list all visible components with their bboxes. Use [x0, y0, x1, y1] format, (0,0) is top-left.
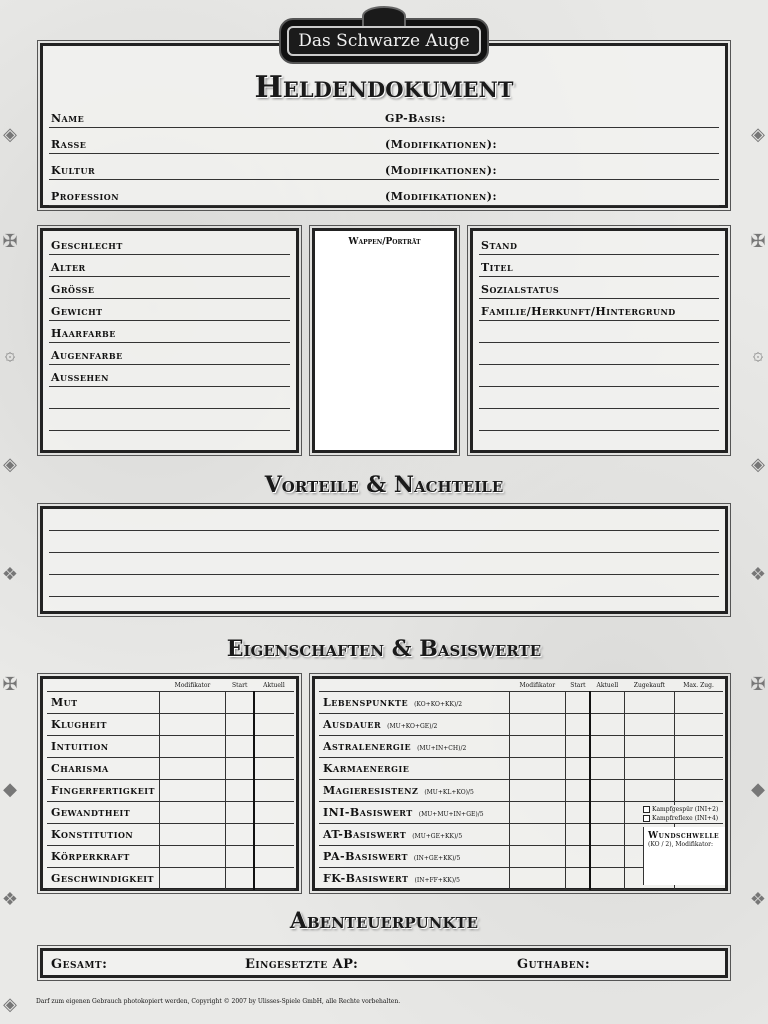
ornament-icon: ◆: [3, 779, 17, 800]
personal-right-row[interactable]: [479, 299, 719, 321]
combat-options: [643, 805, 725, 823]
ornament-icon: ◈: [751, 454, 765, 475]
base-mod-cell[interactable]: [509, 757, 566, 779]
personal-row[interactable]: [49, 387, 290, 409]
ap-total-label: Gesamt:: [51, 957, 108, 972]
personal-row[interactable]: [49, 233, 290, 255]
attribute-row: [47, 691, 294, 713]
base-max-cell[interactable]: [674, 779, 723, 801]
base-start-cell[interactable]: [566, 779, 590, 801]
traits-line[interactable]: [49, 575, 719, 597]
header-right-label: (Modifikationen):: [385, 164, 498, 177]
base-mod-cell[interactable]: [509, 735, 566, 757]
base-bought-cell[interactable]: [625, 779, 675, 801]
header-box: [40, 43, 728, 208]
attribute-current-cell[interactable]: [254, 823, 294, 845]
header-label: Profession: [51, 190, 120, 203]
attribute-start-cell[interactable]: [225, 713, 253, 735]
base-col-header: Max. Zug.: [674, 681, 723, 691]
header-row[interactable]: [49, 106, 719, 128]
header-right-label: GP-Basis:: [385, 112, 446, 125]
base-value-formula: (MU+MU+IN+GE)/5: [418, 810, 484, 818]
ornament-icon: ◈: [751, 124, 765, 145]
header-row[interactable]: [49, 184, 719, 206]
base-start-cell[interactable]: [566, 735, 590, 757]
base-value-formula: (IN+GE+KK)/5: [413, 854, 461, 862]
base-value-cell: [319, 691, 509, 713]
base-value-name: FK-Basiswert: [323, 871, 409, 885]
ornament-icon: ✠: [2, 674, 18, 695]
base-value-row: [319, 757, 723, 779]
option-label: Kampfreflexe (INI+4): [652, 815, 719, 822]
base-current-cell[interactable]: [590, 801, 624, 823]
base-value-formula: (MU+GE+KK)/5: [412, 832, 463, 840]
traits-line[interactable]: [49, 553, 719, 575]
personal-right-row[interactable]: [479, 277, 719, 299]
portrait-label: Wappen/Porträt: [348, 237, 421, 247]
base-start-cell[interactable]: [566, 801, 590, 823]
logo-plate: Das Schwarze Auge: [287, 26, 481, 56]
attribute-row: [47, 735, 294, 757]
attribute-name: Körperkraft: [47, 845, 160, 867]
base-mod-cell[interactable]: [509, 801, 566, 823]
base-head-blank: [319, 681, 509, 691]
page-title: Heldendokument: [254, 70, 514, 105]
base-value-name: Lebenspunkte: [323, 695, 409, 709]
personal-right-row[interactable]: [479, 387, 719, 409]
base-value-cell: [319, 801, 509, 823]
base-current-cell[interactable]: [590, 867, 624, 889]
attribute-mod-cell[interactable]: [160, 691, 226, 713]
ap-heading: Abenteuerpunkte: [289, 908, 479, 934]
base-value-name: Astralenergie: [323, 739, 412, 753]
ornament-icon: ۞: [4, 344, 16, 365]
attribute-name: Intuition: [47, 735, 160, 757]
ornament-icon: ◈: [3, 454, 17, 475]
base-max-cell[interactable]: [674, 735, 723, 757]
personal-right-label: Sozialstatus: [481, 283, 560, 296]
personal-label: Haarfarbe: [51, 327, 116, 340]
base-start-cell[interactable]: [566, 691, 590, 713]
attribute-current-cell[interactable]: [254, 757, 294, 779]
wound-sub: (KO / 2), Modifikator:: [648, 841, 714, 848]
attribute-name: Gewandtheit: [47, 801, 160, 823]
base-value-name: INI-Basiswert: [323, 805, 413, 819]
base-bought-cell[interactable]: [625, 757, 675, 779]
attributes-table: [47, 681, 294, 890]
base-value-cell: [319, 713, 509, 735]
base-max-cell[interactable]: [674, 691, 723, 713]
checkbox[interactable]: [643, 806, 650, 813]
attribute-current-cell[interactable]: [254, 801, 294, 823]
attribute-mod-cell[interactable]: [160, 867, 226, 889]
base-value-formula: (KO+KO+KK)/2: [414, 700, 463, 708]
personal-row[interactable]: [49, 409, 290, 431]
attribute-current-cell[interactable]: [254, 713, 294, 735]
base-col-header: Modifikator: [509, 681, 566, 691]
base-value-name: Karmaenergie: [323, 761, 410, 775]
attribute-start-cell[interactable]: [225, 823, 253, 845]
ornament-icon: ✠: [2, 231, 18, 252]
attribute-mod-cell[interactable]: [160, 823, 226, 845]
ornament-icon: ❖: [749, 889, 767, 910]
option-label: Kampfgespür (INI+2): [652, 806, 719, 813]
personal-row[interactable]: [49, 255, 290, 277]
header-label: Rasse: [51, 138, 87, 151]
base-col-header: Zugekauft: [625, 681, 675, 691]
attribute-mod-cell[interactable]: [160, 713, 226, 735]
personal-row[interactable]: [49, 321, 290, 343]
ornament-icon: ❖: [749, 564, 767, 585]
attribute-name: Fingerfertigkeit: [47, 779, 160, 801]
personal-row[interactable]: [49, 277, 290, 299]
base-mod-cell[interactable]: [509, 823, 566, 845]
base-current-cell[interactable]: [590, 713, 624, 735]
attribute-row: [47, 713, 294, 735]
wound-title: Wundschwelle: [648, 831, 720, 841]
attribute-start-cell[interactable]: [225, 757, 253, 779]
personal-row[interactable]: [49, 365, 290, 387]
base-value-formula: (MU+KO+GE)/2: [387, 722, 438, 730]
attribute-current-cell[interactable]: [254, 691, 294, 713]
attribute-current-cell[interactable]: [254, 779, 294, 801]
base-value-cell: [319, 757, 509, 779]
personal-right-row[interactable]: [479, 343, 719, 365]
base-value-cell: [319, 845, 509, 867]
header-row[interactable]: [49, 158, 719, 180]
header-label: Kultur: [51, 164, 96, 177]
base-max-cell[interactable]: [674, 713, 723, 735]
base-value-row: [319, 779, 723, 801]
base-mod-cell[interactable]: [509, 713, 566, 735]
personal-right-row[interactable]: [479, 409, 719, 431]
ap-box[interactable]: [40, 948, 728, 978]
option-kampfgespuer[interactable]: [643, 805, 725, 814]
eye-icon: [362, 6, 406, 26]
attribute-name: Konstitution: [47, 823, 160, 845]
base-start-cell[interactable]: [566, 757, 590, 779]
attribute-start-cell[interactable]: [225, 801, 253, 823]
base-current-cell[interactable]: [590, 757, 624, 779]
personal-right-label: Stand: [481, 239, 518, 252]
ornament-icon: ❖: [1, 564, 19, 585]
attribute-start-cell[interactable]: [225, 691, 253, 713]
base-bought-cell[interactable]: [625, 735, 675, 757]
attribute-name: Mut: [47, 691, 160, 713]
traits-heading: Vorteile & Nachteile: [264, 472, 504, 498]
attribute-mod-cell[interactable]: [160, 757, 226, 779]
base-current-cell[interactable]: [590, 691, 624, 713]
base-values-box: [312, 676, 728, 891]
base-start-cell[interactable]: [566, 845, 590, 867]
personal-right-label: Titel: [481, 261, 514, 274]
attribute-start-cell[interactable]: [225, 845, 253, 867]
traits-box[interactable]: [40, 506, 728, 614]
ap-used-label: Eingesetzte AP:: [245, 957, 359, 972]
base-value-name: PA-Basiswert: [323, 849, 408, 863]
header-label: Name: [51, 112, 85, 125]
personal-label: Augenfarbe: [51, 349, 123, 362]
attribute-current-cell[interactable]: [254, 845, 294, 867]
ornament-icon: ✠: [750, 674, 766, 695]
attribute-mod-cell[interactable]: [160, 735, 226, 757]
base-value-row: [319, 735, 723, 757]
attribute-mod-cell[interactable]: [160, 801, 226, 823]
base-start-cell[interactable]: [566, 867, 590, 889]
base-mod-cell[interactable]: [509, 779, 566, 801]
base-current-cell[interactable]: [590, 845, 624, 867]
traits-line[interactable]: [49, 531, 719, 553]
personal-label: Gewicht: [51, 305, 103, 318]
attribute-name: Klugheit: [47, 713, 160, 735]
base-start-cell[interactable]: [566, 823, 590, 845]
personal-right-row[interactable]: [479, 321, 719, 343]
attribute-row: [47, 757, 294, 779]
attribute-row: [47, 867, 294, 889]
base-max-cell[interactable]: [674, 757, 723, 779]
base-value-formula: (MU+IN+CH)/2: [417, 744, 467, 752]
base-bought-cell[interactable]: [625, 713, 675, 735]
attribute-row: [47, 801, 294, 823]
attribute-row: [47, 823, 294, 845]
personal-label: Grösse: [51, 283, 95, 296]
personal-label: Aussehen: [51, 371, 109, 384]
personal-right-row[interactable]: [479, 365, 719, 387]
ornament-icon: ◈: [3, 994, 17, 1015]
attribute-row: [47, 779, 294, 801]
attribute-name: Geschwindigkeit: [47, 867, 160, 889]
base-mod-cell[interactable]: [509, 867, 566, 889]
ornament-icon: ◆: [751, 779, 765, 800]
attribute-current-cell[interactable]: [254, 867, 294, 889]
base-current-cell[interactable]: [590, 735, 624, 757]
personal-label: Alter: [51, 261, 86, 274]
personal-right-label: Familie/Herkunft/Hintergrund: [481, 305, 676, 318]
base-mod-cell[interactable]: [509, 845, 566, 867]
attribute-row: [47, 845, 294, 867]
header-right-label: (Modifikationen):: [385, 190, 498, 203]
attribute-mod-cell[interactable]: [160, 845, 226, 867]
base-col-header: Aktuell: [590, 681, 624, 691]
base-value-name: Magieresistenz: [323, 783, 419, 797]
ornament-icon: ۞: [752, 344, 764, 365]
base-value-cell: [319, 823, 509, 845]
base-value-row: [319, 691, 723, 713]
ap-balance-label: Guthaben:: [517, 957, 591, 972]
attr-col-header: Modifikator: [160, 681, 226, 691]
attribute-start-cell[interactable]: [225, 779, 253, 801]
ornament-icon: ❖: [1, 889, 19, 910]
traits-line[interactable]: [49, 509, 719, 531]
header-row[interactable]: [49, 132, 719, 154]
attributes-heading: Eigenschaften & Basiswerte: [226, 636, 542, 662]
base-value-cell: [319, 779, 509, 801]
base-value-name: Ausdauer: [323, 717, 382, 731]
attribute-name: Charisma: [47, 757, 160, 779]
ornament-icon: ◈: [3, 124, 17, 145]
option-kampfreflexe[interactable]: [643, 814, 725, 823]
attributes-box: [40, 676, 299, 891]
header-right-label: (Modifikationen):: [385, 138, 498, 151]
personal-left-box: [40, 228, 299, 453]
base-value-formula: (MU+KL+KO)/5: [424, 788, 474, 796]
personal-right-box: [470, 228, 728, 453]
base-value-cell: [319, 867, 509, 889]
base-bought-cell[interactable]: [625, 691, 675, 713]
personal-row[interactable]: [49, 343, 290, 365]
base-value-row: [319, 713, 723, 735]
ornament-icon: ✠: [750, 231, 766, 252]
base-value-formula: (IN+FF+KK)/5: [414, 876, 460, 884]
attr-col-header: Aktuell: [254, 681, 294, 691]
base-current-cell[interactable]: [590, 823, 624, 845]
base-mod-cell[interactable]: [509, 691, 566, 713]
attr-head-blank: [47, 681, 160, 691]
base-value-name: AT-Basiswert: [323, 827, 407, 841]
personal-row[interactable]: [49, 299, 290, 321]
attr-col-header: Start: [225, 681, 253, 691]
personal-right-row[interactable]: [479, 255, 719, 277]
checkbox[interactable]: [643, 815, 650, 822]
base-start-cell[interactable]: [566, 713, 590, 735]
attribute-mod-cell[interactable]: [160, 779, 226, 801]
attribute-current-cell[interactable]: [254, 735, 294, 757]
attribute-start-cell[interactable]: [225, 867, 253, 889]
portrait-box[interactable]: [312, 228, 457, 453]
base-current-cell[interactable]: [590, 779, 624, 801]
personal-right-row[interactable]: [479, 233, 719, 255]
personal-label: Geschlecht: [51, 239, 123, 252]
wound-threshold[interactable]: [643, 827, 725, 885]
base-value-cell: [319, 735, 509, 757]
base-col-header: Start: [566, 681, 590, 691]
copyright-footer: Darf zum eigenen Gebrauch photokopiert werden, Copyright © 2007 by Ulisses-Spiele GmbH, alle Rechte vorbehalten.: [36, 998, 401, 1005]
attribute-start-cell[interactable]: [225, 735, 253, 757]
